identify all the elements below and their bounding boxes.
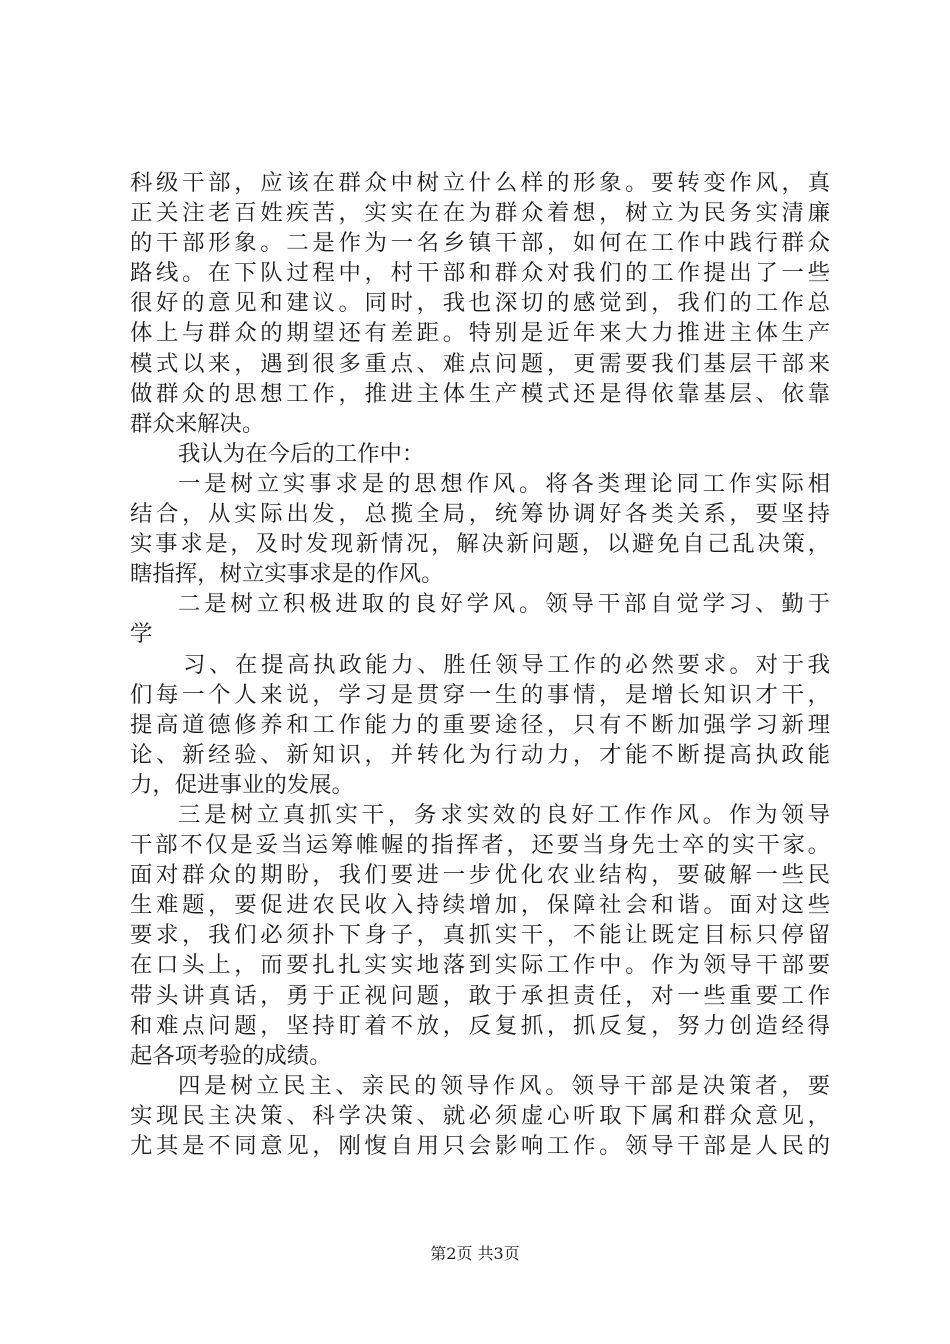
text-line: 科级干部，应该在群众中树立什么样的形象。要转变作风，真 (130, 170, 830, 196)
text-line: 模式以来，遇到很多重点、难点问题，更需要我们基层干部来 (130, 350, 830, 377)
text-line: 习、在提高执政能力、胜任领导工作的必然要求。对于我 (183, 651, 830, 678)
text-line: 很好的意见和建议。同时，我也深切的感觉到，我们的工作总 (130, 290, 830, 317)
text-line: 和难点问题，坚持盯着不放，反复抓，抓反复，努力创造经得 (130, 1012, 830, 1039)
text-line: 路线。在下队过程中，村干部和群众对我们的工作提出了一些 (130, 260, 830, 287)
text-line: 起各项考验的成绩。 (130, 1042, 332, 1069)
text-line: 瞎指挥，树立实事求是的作风。 (130, 561, 444, 588)
text-line: 在口头上，而要扎扎实实地落到实际工作中。作为领导干部要 (130, 952, 830, 979)
text-line: 们每一个人来说，学习是贯穿一生的事情，是增长知识才干， (130, 681, 830, 708)
text-line: 的干部形象。二是作为一名乡镇干部，如何在工作中践行群众 (130, 230, 830, 257)
text-line: 提高道德修养和工作能力的重要途径，只有不断加强学习新理 (130, 711, 830, 738)
document-body (130, 168, 830, 1161)
text-line: 做群众的思想工作，推进主体生产模式还是得依靠基层、依靠 (130, 380, 830, 407)
text-line: 论、新经验、新知识，并转化为行动力，才能不断提高执政能 (130, 741, 830, 768)
text-line: 要求，我们必须扑下身子，真抓实干，不能让既定目标只停留 (130, 922, 830, 949)
text-line: 干部不仅是妥当运筹帷幄的指挥者，还要当身先士卒的实干家。 (130, 832, 830, 859)
page-footer: 第2页 共3页 (430, 1244, 520, 1263)
text-line: 体上与群众的期望还有差距。特别是近年来大力推进主体生产 (130, 320, 830, 347)
text-line: 我认为在今后的工作中： (178, 440, 425, 467)
text-line: 生难题，要促进农民收入持续增加，保障社会和谐。面对这些 (130, 892, 830, 919)
text-line: 群众来解决。 (130, 410, 265, 437)
text-line: 一是树立实事求是的思想作风。将各类理论同工作实际相 (178, 470, 830, 497)
text-line: 四是树立民主、亲民的领导作风。领导干部是决策者，要 (178, 1072, 830, 1099)
text-line: 三是树立真抓实干，务求实效的良好工作作风。作为领导 (178, 801, 830, 828)
text-line: 学 (130, 621, 153, 648)
text-line: 力，促进事业的发展。 (130, 771, 354, 798)
text-line: 结合，从实际出发，总揽全局，统筹协调好各类关系，要坚持 (130, 501, 830, 528)
text-line: 实现民主决策、科学决策、就必须虚心听取下属和群众意见， (130, 1102, 830, 1129)
text-line: 面对群众的期盼，我们要进一步优化农业结构，要破解一些民 (130, 862, 830, 889)
text-line: 正关注老百姓疾苦，实实在在为群众着想，树立为民务实清廉 (130, 200, 830, 227)
text-line: 带头讲真话，勇于正视问题，敢于承担责任，对一些重要工作 (130, 982, 830, 1009)
text-line: 尤其是不同意见，刚愎自用只会影响工作。领导干部是人民的 (130, 1133, 830, 1159)
text-line: 二是树立积极进取的良好学风。领导干部自觉学习、勤于 (178, 591, 830, 618)
text-line: 实事求是，及时发现新情况，解决新问题，以避免自己乱决策， (130, 531, 830, 558)
